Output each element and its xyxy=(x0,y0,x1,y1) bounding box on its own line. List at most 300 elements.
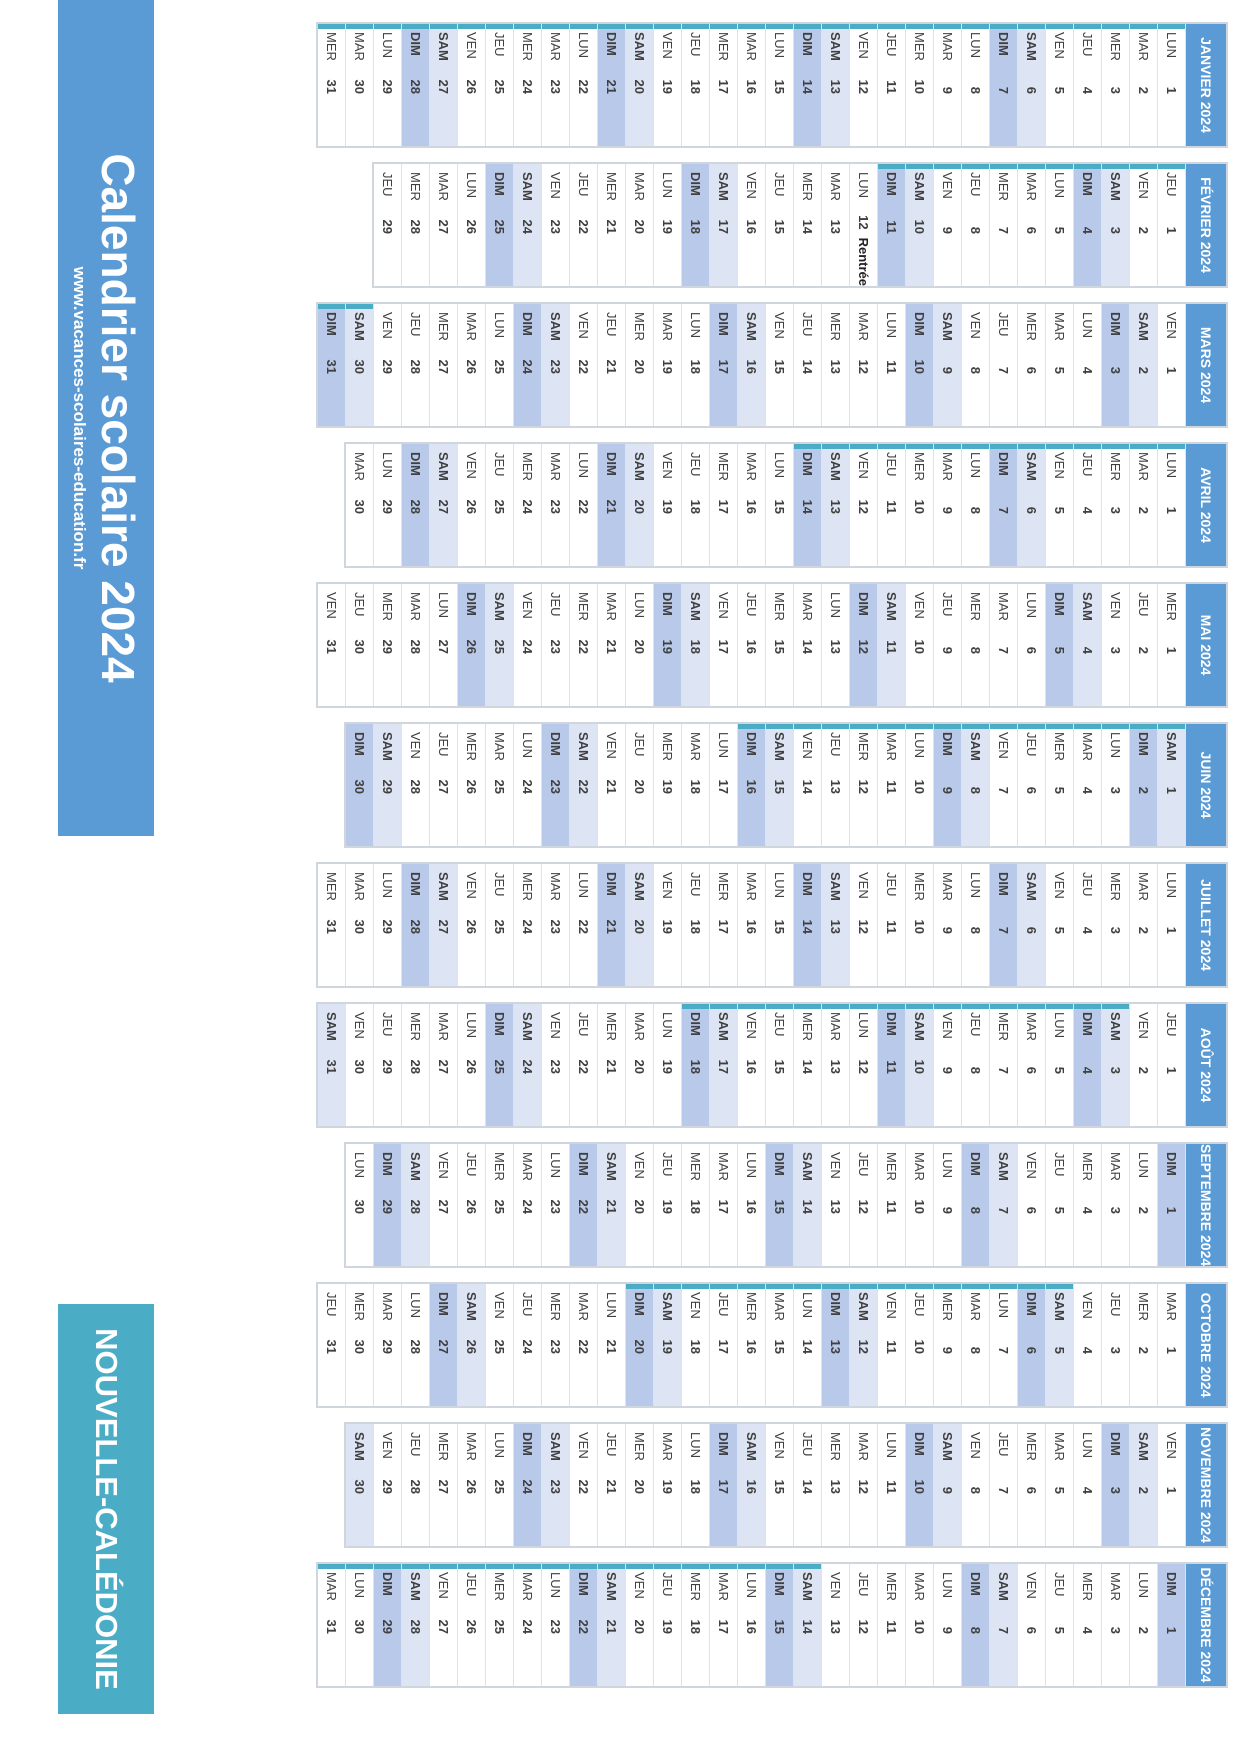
day-number: 8 xyxy=(968,1206,983,1214)
day-cell xyxy=(1074,444,1102,566)
day-cell xyxy=(906,584,934,706)
day-name: VEN xyxy=(380,1432,395,1459)
day-name: MER xyxy=(1024,312,1039,341)
day-cell xyxy=(1158,1564,1186,1686)
day-cell xyxy=(906,1144,934,1266)
day-number: 19 xyxy=(660,79,675,94)
day-name: SAM xyxy=(940,312,955,341)
day-name: MAR xyxy=(548,452,563,481)
day-number: 4 xyxy=(1080,366,1095,374)
day-cell xyxy=(962,1424,990,1546)
day-cell xyxy=(598,1144,626,1266)
day-cell xyxy=(374,164,402,286)
day-name: LUN xyxy=(968,32,983,59)
day-number: 13 xyxy=(828,79,843,94)
day-name: SAM xyxy=(828,872,843,901)
day-number: 15 xyxy=(772,219,787,234)
day-name: MAR xyxy=(912,1152,927,1181)
day-name: DIM xyxy=(380,1152,395,1176)
day-number: 25 xyxy=(492,499,507,514)
day-number: 25 xyxy=(492,1059,507,1074)
day-number: 19 xyxy=(660,1059,675,1074)
day-name: JEU xyxy=(576,172,591,197)
day-number: 21 xyxy=(604,1199,619,1214)
day-number: 30 xyxy=(352,499,367,514)
day-name: MER xyxy=(520,452,535,481)
day-number: 11 xyxy=(884,1480,899,1494)
day-cell xyxy=(682,864,710,986)
day-name: LUN xyxy=(436,592,451,619)
day-name: DIM xyxy=(408,872,423,896)
day-name: MAR xyxy=(436,172,451,201)
day-cell xyxy=(710,1284,738,1406)
day-number: 19 xyxy=(660,919,675,934)
day-number: 10 xyxy=(912,1479,927,1494)
day-number: 5 xyxy=(1052,926,1067,934)
day-number: 24 xyxy=(520,359,535,374)
day-name: JEU xyxy=(1052,1572,1067,1597)
day-cell xyxy=(822,724,850,846)
day-name: MAR xyxy=(548,872,563,901)
day-cell xyxy=(346,584,374,706)
day-cell xyxy=(486,584,514,706)
day-number: 4 xyxy=(1080,926,1095,934)
day-name: LUN xyxy=(856,1012,871,1039)
day-cell xyxy=(626,864,654,986)
day-cell xyxy=(402,444,430,566)
day-cell xyxy=(626,584,654,706)
month-header: NOVEMBRE 2024 xyxy=(1186,1424,1226,1546)
day-name: MAR xyxy=(884,732,899,761)
day-name: VEN xyxy=(744,1012,759,1039)
day-cell xyxy=(962,1284,990,1406)
day-cell xyxy=(1158,864,1186,986)
day-name: VEN xyxy=(940,172,955,199)
day-number: 25 xyxy=(492,919,507,934)
day-name: JEU xyxy=(324,1292,339,1317)
day-name: JEU xyxy=(492,452,507,477)
day-cell xyxy=(1158,24,1186,146)
day-number: 17 xyxy=(716,1479,731,1494)
day-name: MER xyxy=(772,592,787,621)
day-number: 18 xyxy=(688,359,703,374)
day-cell xyxy=(850,1144,878,1266)
day-name: JEU xyxy=(1080,32,1095,57)
day-number: 1 xyxy=(1164,226,1179,234)
day-name: VEN xyxy=(856,452,871,479)
day-cell xyxy=(1018,164,1046,286)
day-number: 14 xyxy=(800,499,815,514)
day-number: 29 xyxy=(380,79,395,94)
day-cell xyxy=(850,584,878,706)
day-name: DIM xyxy=(996,452,1011,476)
day-number: 9 xyxy=(940,1206,955,1214)
day-cell xyxy=(822,444,850,566)
day-number: 25 xyxy=(492,1479,507,1494)
day-name: MAR xyxy=(744,32,759,61)
day-name: LUN xyxy=(548,1152,563,1179)
day-cell xyxy=(1074,864,1102,986)
day-number: 12 xyxy=(856,919,871,934)
day-name: MER xyxy=(1164,592,1179,621)
day-cell xyxy=(402,864,430,986)
day-name: LUN xyxy=(576,452,591,479)
day-number: 1 xyxy=(1164,646,1179,654)
day-name: DIM xyxy=(688,1012,703,1036)
day-number: 27 xyxy=(436,639,451,654)
day-cell xyxy=(318,864,346,986)
day-number: 7 xyxy=(996,366,1011,374)
day-cell xyxy=(486,724,514,846)
website-url[interactable]: www.vacances-scolaires-education.fr xyxy=(69,266,89,570)
day-number: 14 xyxy=(800,359,815,374)
day-name: VEN xyxy=(1052,872,1067,899)
day-number: 1 xyxy=(1164,926,1179,934)
day-cell xyxy=(626,1004,654,1126)
month-column xyxy=(316,582,1228,708)
day-cell xyxy=(710,1424,738,1546)
day-name: SAM xyxy=(1136,312,1151,341)
day-name: LUN xyxy=(884,312,899,339)
day-number: 12 xyxy=(856,779,871,794)
day-name: LUN xyxy=(940,1572,955,1599)
day-cell xyxy=(738,724,766,846)
day-name: DIM xyxy=(604,872,619,896)
day-number: 19 xyxy=(660,639,675,654)
day-cell xyxy=(878,584,906,706)
day-name: VEN xyxy=(772,1432,787,1459)
day-name: LUN xyxy=(492,312,507,339)
day-number: 23 xyxy=(548,79,563,94)
day-name: VEN xyxy=(828,1572,843,1599)
day-name: VEN xyxy=(968,1432,983,1459)
day-name: MAR xyxy=(968,1292,983,1321)
day-number: 15 xyxy=(772,1059,787,1074)
day-cell xyxy=(990,1424,1018,1546)
day-cell xyxy=(514,1564,542,1686)
day-cell xyxy=(1158,1004,1186,1126)
day-cell xyxy=(766,584,794,706)
day-name: LUN xyxy=(408,1292,423,1319)
day-cell xyxy=(906,1004,934,1126)
day-name: LUN xyxy=(492,1432,507,1459)
day-name: MAR xyxy=(520,1572,535,1601)
day-number: 19 xyxy=(660,1619,675,1634)
day-cell xyxy=(374,1284,402,1406)
day-name: MAR xyxy=(772,1292,787,1321)
day-cell xyxy=(346,1144,374,1266)
day-cell xyxy=(850,1564,878,1686)
day-name: VEN xyxy=(1024,1152,1039,1179)
day-name: MAR xyxy=(828,172,843,201)
day-cell xyxy=(486,1284,514,1406)
day-number: 31 xyxy=(324,1339,339,1354)
day-number: 29 xyxy=(380,499,395,514)
day-name: LUN xyxy=(464,1012,479,1039)
day-cell xyxy=(1102,864,1130,986)
day-number: 8 xyxy=(968,366,983,374)
day-number: 13 xyxy=(828,499,843,514)
day-name: MER xyxy=(1024,1432,1039,1461)
day-cell xyxy=(738,444,766,566)
day-cell xyxy=(962,1564,990,1686)
day-name: JEU xyxy=(660,1572,675,1597)
day-cell xyxy=(990,164,1018,286)
day-number: 12 xyxy=(856,359,871,374)
day-number: 19 xyxy=(660,499,675,514)
day-cell xyxy=(542,724,570,846)
day-name: SAM xyxy=(1024,32,1039,61)
day-number: 28 xyxy=(408,219,423,234)
day-number: 27 xyxy=(436,79,451,94)
day-name: VEN xyxy=(324,592,339,619)
day-name: LUN xyxy=(996,1292,1011,1319)
day-name: LUN xyxy=(1080,312,1095,339)
day-cell xyxy=(346,724,374,846)
day-name: DIM xyxy=(800,452,815,476)
day-number: 7 xyxy=(996,1066,1011,1074)
day-name: MAR xyxy=(464,312,479,341)
day-number: 31 xyxy=(324,1619,339,1634)
day-number: 13 xyxy=(828,1479,843,1494)
day-number: 12 xyxy=(856,1619,871,1634)
day-cell xyxy=(766,1144,794,1266)
day-name: LUN xyxy=(576,32,591,59)
day-cell xyxy=(458,304,486,426)
month-column xyxy=(344,722,1228,848)
day-cell xyxy=(514,724,542,846)
day-cell xyxy=(514,864,542,986)
month-column xyxy=(316,1282,1228,1408)
day-number: 27 xyxy=(436,1339,451,1354)
day-number: 3 xyxy=(1108,1626,1123,1634)
day-name: MAR xyxy=(828,1012,843,1041)
day-number: 5 xyxy=(1052,1066,1067,1074)
day-name: SAM xyxy=(772,732,787,761)
day-name: SAM xyxy=(408,1572,423,1601)
day-number: 29 xyxy=(380,779,395,794)
day-name: DIM xyxy=(352,732,367,756)
day-name: VEN xyxy=(912,592,927,619)
day-cell xyxy=(1046,444,1074,566)
day-cell xyxy=(570,864,598,986)
day-cell xyxy=(346,864,374,986)
day-name: SAM xyxy=(352,1432,367,1461)
day-number: 6 xyxy=(1024,1626,1039,1634)
day-name: VEN xyxy=(996,732,1011,759)
day-name: SAM xyxy=(856,1292,871,1321)
day-number: 28 xyxy=(408,919,423,934)
day-name: JEU xyxy=(772,172,787,197)
day-number: 29 xyxy=(380,1619,395,1634)
day-number: 12 xyxy=(856,639,871,654)
day-cell xyxy=(934,24,962,146)
day-number: 23 xyxy=(548,919,563,934)
day-cell xyxy=(934,164,962,286)
day-number: 13 xyxy=(828,1619,843,1634)
day-name: SAM xyxy=(800,1152,815,1181)
day-name: VEN xyxy=(1164,1432,1179,1459)
day-cell xyxy=(374,304,402,426)
day-name: SAM xyxy=(1052,1292,1067,1321)
day-number: 10 xyxy=(912,1199,927,1214)
day-name: MAR xyxy=(716,1572,731,1601)
day-cell xyxy=(458,1284,486,1406)
day-name: LUN xyxy=(912,732,927,759)
day-number: 24 xyxy=(520,1339,535,1354)
day-cell xyxy=(346,1284,374,1406)
day-cell xyxy=(626,1144,654,1266)
day-number: 1 xyxy=(1164,786,1179,794)
day-number: 7 xyxy=(996,1346,1011,1354)
day-cell xyxy=(794,24,822,146)
day-name: DIM xyxy=(324,312,339,336)
day-cell xyxy=(794,1004,822,1126)
day-name: MAR xyxy=(660,312,675,341)
day-name: MER xyxy=(800,172,815,201)
day-number: 15 xyxy=(772,79,787,94)
day-cell xyxy=(402,1284,430,1406)
day-cell xyxy=(962,1004,990,1126)
day-cell xyxy=(794,304,822,426)
day-name: MER xyxy=(324,32,339,61)
day-name: DIM xyxy=(660,592,675,616)
day-cell xyxy=(542,584,570,706)
day-name: JEU xyxy=(1164,1012,1179,1037)
day-name: SAM xyxy=(716,172,731,201)
day-name: SAM xyxy=(436,872,451,901)
day-number: 9 xyxy=(940,1626,955,1634)
day-cell xyxy=(1046,1564,1074,1686)
day-name: JEU xyxy=(688,32,703,57)
day-cell xyxy=(682,24,710,146)
day-cell xyxy=(906,1424,934,1546)
day-number: 11 xyxy=(884,780,899,794)
day-name: MAR xyxy=(800,592,815,621)
day-name: JEU xyxy=(604,1432,619,1457)
day-name: JEU xyxy=(828,732,843,757)
day-cell xyxy=(934,584,962,706)
day-number: 29 xyxy=(380,639,395,654)
day-cell xyxy=(570,1004,598,1126)
day-name: VEN xyxy=(660,452,675,479)
day-number: 15 xyxy=(772,359,787,374)
day-number: 12 xyxy=(856,1059,871,1074)
day-cell xyxy=(906,24,934,146)
day-number: 27 xyxy=(436,1619,451,1634)
day-cell xyxy=(598,304,626,426)
day-cell xyxy=(906,444,934,566)
day-cell xyxy=(990,1004,1018,1126)
day-number: 11 xyxy=(884,360,899,374)
day-cell xyxy=(1046,1004,1074,1126)
day-name: MAR xyxy=(660,1432,675,1461)
day-cell xyxy=(1130,584,1158,706)
day-cell xyxy=(682,304,710,426)
day-number: 2 xyxy=(1136,646,1151,654)
day-cell xyxy=(766,864,794,986)
day-number: 11 xyxy=(884,1200,899,1214)
day-name: MER xyxy=(436,1432,451,1461)
day-name: JEU xyxy=(1164,172,1179,197)
day-number: 24 xyxy=(520,1479,535,1494)
day-number: 11 xyxy=(884,220,899,234)
day-name: SAM xyxy=(548,312,563,341)
month-column xyxy=(344,442,1228,568)
day-cell xyxy=(654,1284,682,1406)
day-number: 1 xyxy=(1164,366,1179,374)
day-number: 23 xyxy=(548,1199,563,1214)
day-cell xyxy=(374,1564,402,1686)
day-name: VEN xyxy=(352,1012,367,1039)
day-cell xyxy=(682,1564,710,1686)
day-cell xyxy=(766,304,794,426)
day-cell xyxy=(1102,1284,1130,1406)
day-cell xyxy=(710,304,738,426)
day-cell xyxy=(1018,864,1046,986)
day-number: 23 xyxy=(548,499,563,514)
day-cell xyxy=(458,24,486,146)
day-number: 22 xyxy=(576,639,591,654)
day-name: JEU xyxy=(800,1432,815,1457)
day-cell xyxy=(822,584,850,706)
day-name: MAR xyxy=(744,872,759,901)
day-number: 23 xyxy=(548,1479,563,1494)
day-cell xyxy=(458,724,486,846)
day-cell xyxy=(822,1564,850,1686)
day-cell xyxy=(654,1564,682,1686)
day-name: MER xyxy=(1136,1292,1151,1321)
day-number: 18 xyxy=(688,1479,703,1494)
day-cell xyxy=(1046,1424,1074,1546)
day-name: SAM xyxy=(996,1152,1011,1181)
day-name: DIM xyxy=(856,592,871,616)
day-number: 16 xyxy=(744,1479,759,1494)
day-cell xyxy=(682,724,710,846)
month-column xyxy=(316,302,1228,428)
day-number: 18 xyxy=(688,1619,703,1634)
day-number: 27 xyxy=(436,1059,451,1074)
day-name: JEU xyxy=(1024,732,1039,757)
day-number: 6 xyxy=(1024,86,1039,94)
day-number: 17 xyxy=(716,779,731,794)
day-cell xyxy=(430,1424,458,1546)
day-number: 30 xyxy=(352,1339,367,1354)
day-name: JEU xyxy=(716,1292,731,1317)
day-number: 3 xyxy=(1108,786,1123,794)
day-number: 9 xyxy=(940,1066,955,1074)
day-name: MER xyxy=(828,1432,843,1461)
day-name: MER xyxy=(744,1292,759,1321)
day-name: VEN xyxy=(856,872,871,899)
day-cell xyxy=(934,1564,962,1686)
day-cell xyxy=(822,304,850,426)
day-number: 22 xyxy=(576,1199,591,1214)
day-cell xyxy=(374,864,402,986)
day-cell xyxy=(962,164,990,286)
day-name: JEU xyxy=(940,592,955,617)
day-cell xyxy=(682,1284,710,1406)
day-number: 18 xyxy=(688,639,703,654)
day-cell xyxy=(1046,864,1074,986)
day-number: 3 xyxy=(1108,1066,1123,1074)
day-name: MAR xyxy=(324,1572,339,1601)
day-cell xyxy=(1074,164,1102,286)
day-name: LUN xyxy=(1136,1572,1151,1599)
day-name: JEU xyxy=(996,312,1011,337)
months-grid xyxy=(180,0,1240,1754)
day-cell xyxy=(878,864,906,986)
